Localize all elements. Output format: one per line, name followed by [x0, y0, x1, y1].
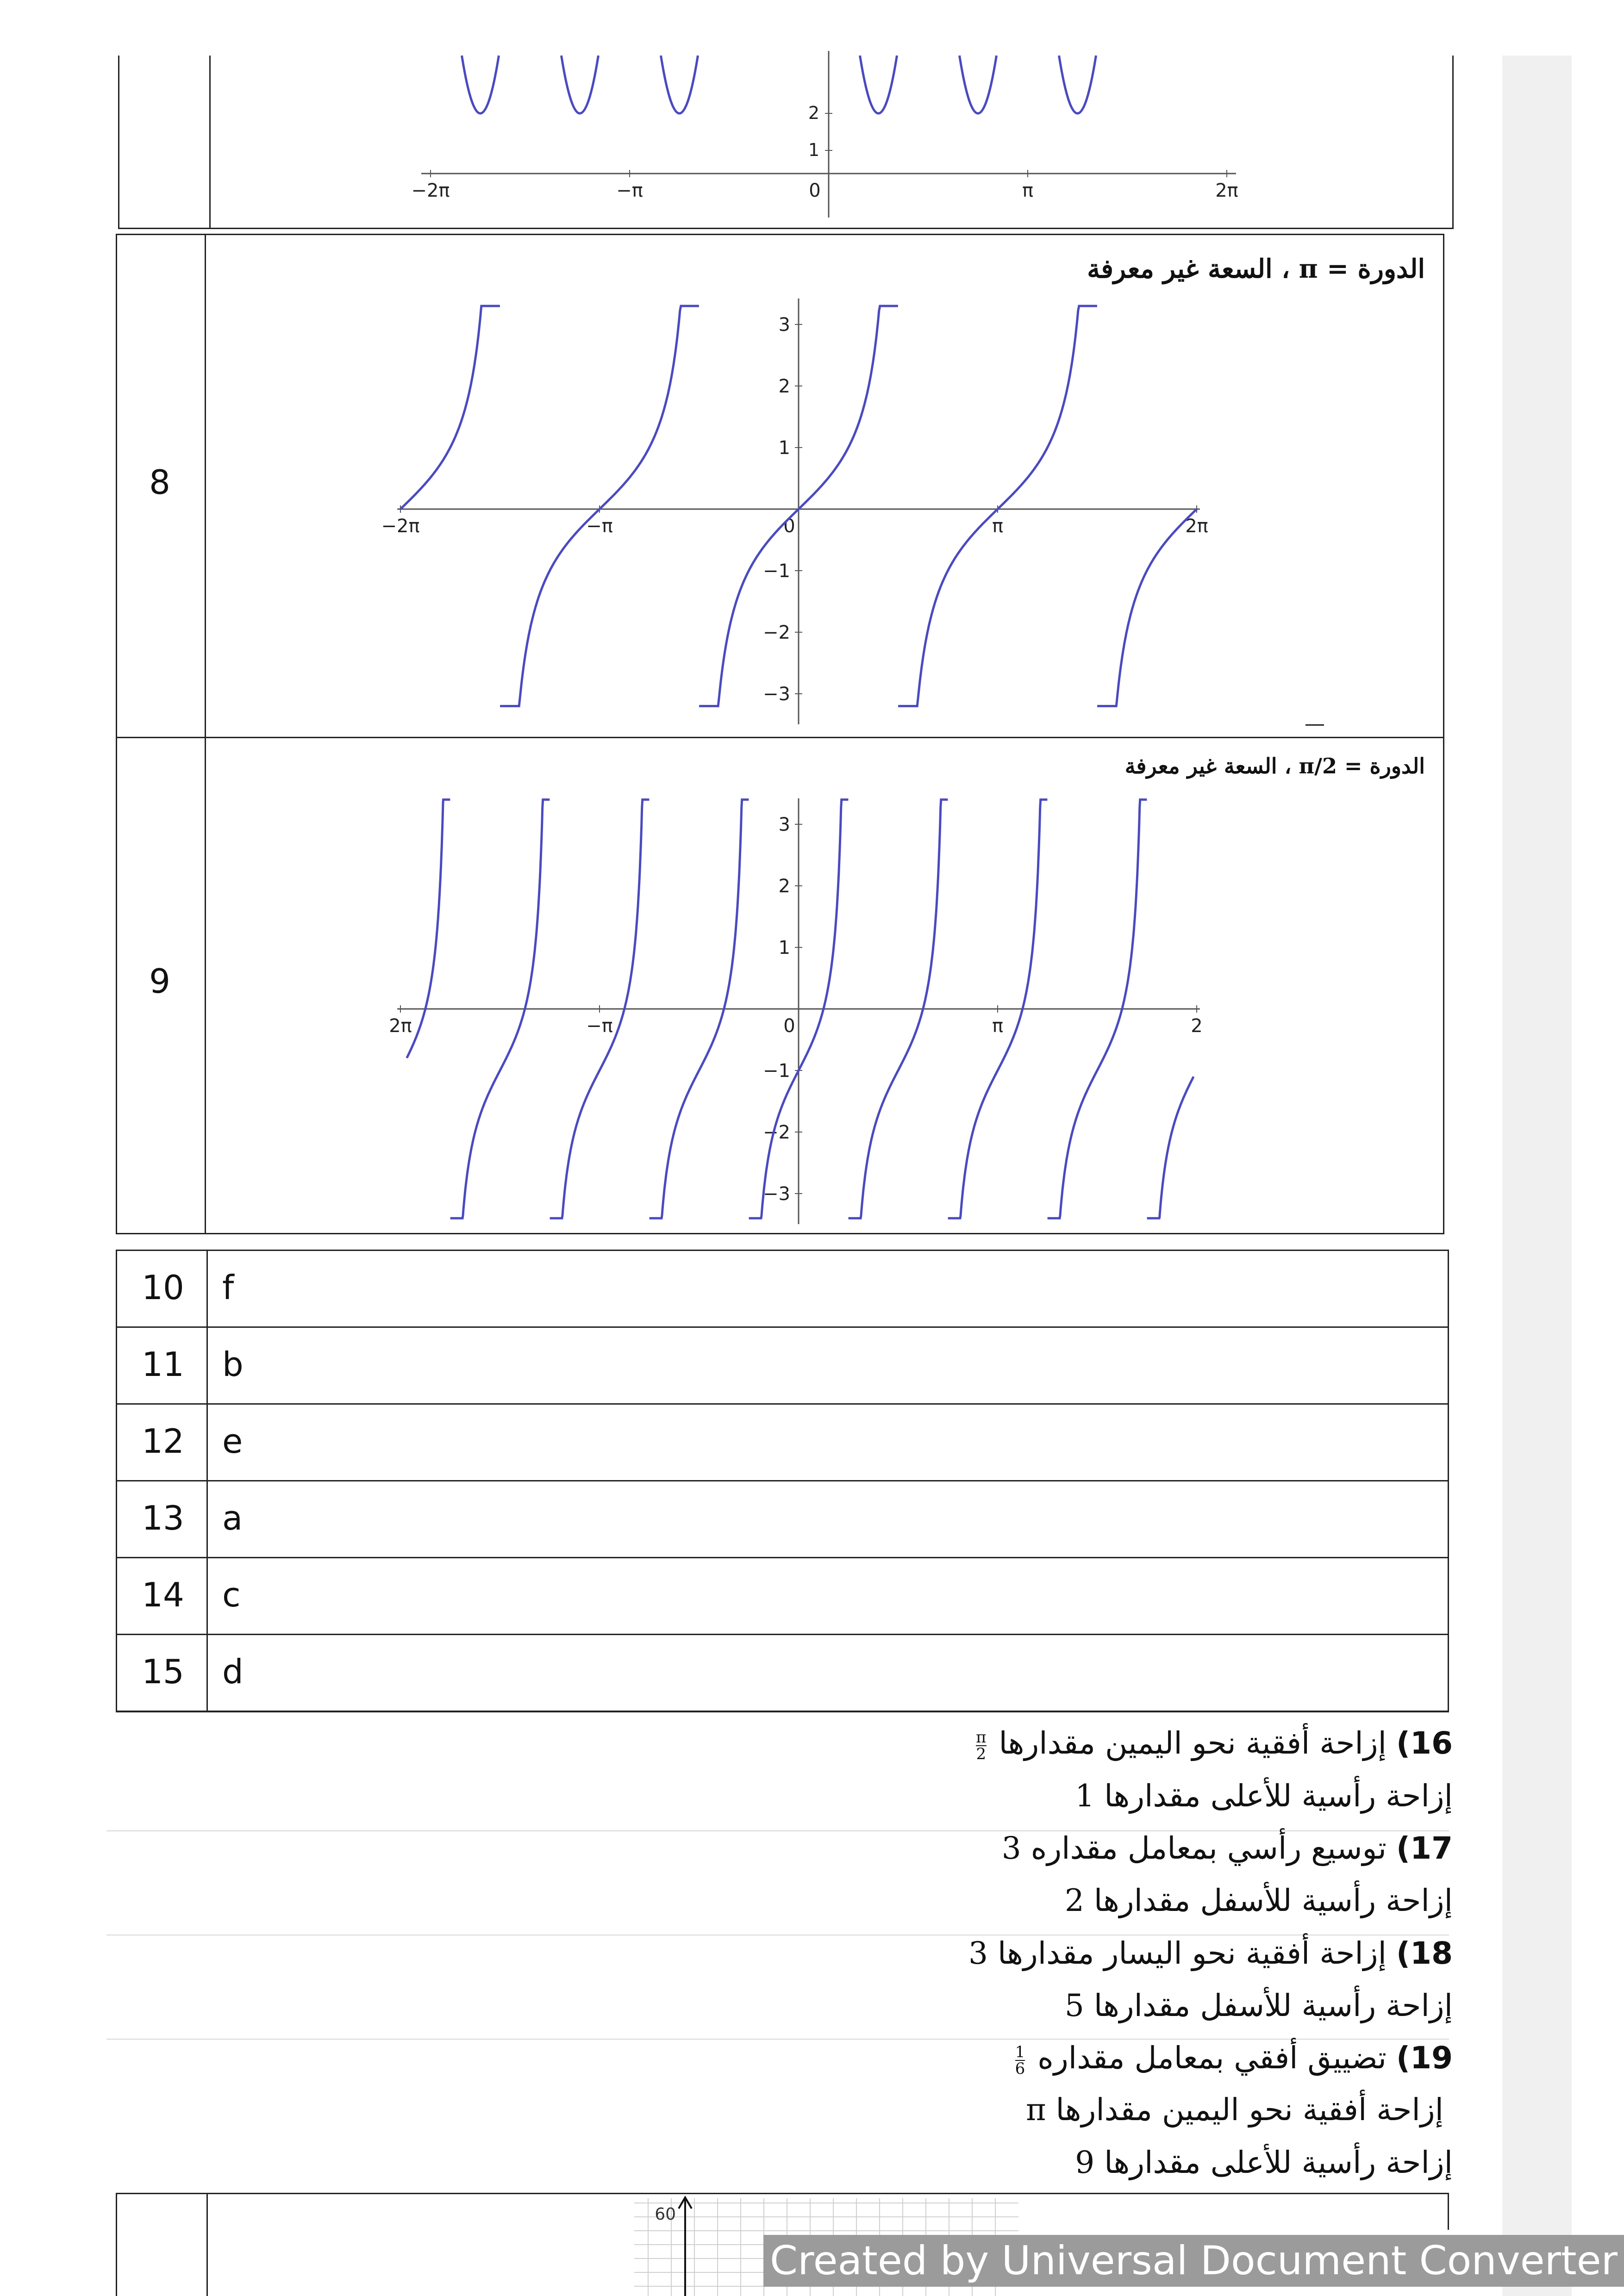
curve-branch — [960, 56, 997, 113]
row9-graph — [389, 796, 1250, 1231]
x-tick-label: 2 — [1191, 1015, 1203, 1037]
curve-branch — [462, 56, 499, 113]
match-answer: c — [222, 1575, 241, 1614]
curve-branch — [860, 56, 897, 113]
answer-separator — [106, 2039, 1449, 2040]
x-tick-label: −2π — [411, 180, 450, 201]
match-number: 13 — [142, 1499, 184, 1537]
row8-graph — [381, 296, 1250, 731]
q19-fraction — [1015, 2044, 1025, 2077]
y-tick-label: −3 — [763, 1183, 790, 1205]
q18-line1 — [968, 1935, 1453, 1971]
frac-denominator: 2 — [976, 1745, 987, 1763]
match-number: 14 — [142, 1575, 184, 1614]
row7-graph — [407, 51, 1250, 227]
row9-divider — [205, 737, 206, 1234]
match-answer: d — [222, 1652, 244, 1691]
curve-branch — [1059, 56, 1096, 113]
q17-line2: إزاحة رأسية للأسفل مقدارها 2 — [1064, 1883, 1453, 1918]
x-tick-label: 0 — [783, 1015, 795, 1037]
x-tick-label: −π — [616, 180, 643, 201]
q16-number: 16) — [1396, 1725, 1453, 1761]
row8-caption: الدورة = π ، السعة غير معرفة — [1087, 254, 1425, 284]
match-sep — [116, 1326, 1449, 1328]
match-sep — [116, 1403, 1449, 1405]
curve-branch — [1097, 509, 1197, 706]
y-tick-label: −3 — [763, 684, 790, 705]
x-tick-label: 0 — [809, 180, 821, 201]
y-tick-label: 60 — [655, 2205, 676, 2224]
y-tick-label: 2 — [808, 103, 819, 123]
match-number: 10 — [142, 1268, 184, 1307]
q19-line1 — [1012, 2040, 1453, 2077]
match-sep — [116, 1557, 1449, 1558]
bottom-table-left — [116, 2193, 117, 2296]
x-tick-label: π — [992, 1015, 1004, 1037]
curve-branch — [1147, 1076, 1194, 1218]
y-tick-label: 1 — [808, 140, 819, 160]
match-answer: a — [222, 1499, 243, 1537]
y-tick-label: 2 — [778, 876, 790, 897]
match-answer: e — [222, 1422, 243, 1461]
curve-branch — [407, 800, 450, 1058]
bottom-table-divider — [206, 2193, 208, 2296]
q19-line3: إزاحة رأسية للأعلى مقدارها 9 — [1075, 2145, 1453, 2180]
frac-numerator: π — [976, 1728, 987, 1747]
row7-divider — [209, 56, 211, 229]
y-tick-label: 1 — [778, 937, 790, 958]
bottom-table-right — [1448, 2193, 1449, 2230]
x-tick-label: π — [1022, 180, 1034, 201]
x-tick-label: −2π — [381, 516, 420, 537]
row9-number: 9 — [149, 962, 170, 1001]
q19-text: تضييق أفقي بمعامل مقداره — [1037, 2040, 1387, 2076]
row8-divider — [205, 234, 206, 738]
match-answer: b — [222, 1345, 244, 1384]
q16-text: إزاحة أفقية نحو اليمين مقدارها — [999, 1725, 1387, 1761]
x-tick-label: −π — [586, 1015, 613, 1037]
y-tick-label: −2 — [763, 622, 790, 643]
x-tick-label: 2π — [1215, 180, 1238, 201]
frac-denominator: 6 — [1015, 2060, 1025, 2078]
q16-line2: إزاحة رأسية للأعلى مقدارها 1 — [1075, 1778, 1453, 1814]
q18-line2: إزاحة رأسية للأسفل مقدارها 5 — [1064, 1988, 1453, 2023]
q19-number: 19) — [1396, 2040, 1453, 2076]
match-sep — [116, 1711, 1449, 1712]
y-tick-label: 1 — [778, 437, 790, 459]
q16-fraction — [976, 1730, 986, 1762]
q17-number: 17) — [1396, 1830, 1453, 1866]
y-tick-label: 3 — [778, 814, 790, 835]
x-tick-label: 2π — [1185, 516, 1208, 537]
curve-branch — [562, 56, 599, 113]
curve-branch — [661, 56, 698, 113]
x-tick-label: π — [992, 516, 1004, 537]
q17-line1 — [1002, 1830, 1453, 1866]
match-number: 12 — [142, 1422, 184, 1461]
y-tick-label: 2 — [778, 376, 790, 397]
match-sep — [116, 1480, 1449, 1481]
side-margin-strip — [1502, 56, 1572, 2296]
y-tick-label: −1 — [763, 560, 790, 582]
q16-line1 — [973, 1725, 1453, 1762]
q17-text: توسيع رأسي بمعامل مقداره 3 — [1001, 1830, 1387, 1866]
y-tick-label: 3 — [778, 314, 790, 336]
row8-number: 8 — [149, 463, 170, 502]
match-number: 11 — [142, 1345, 184, 1384]
row8-dash — [1305, 724, 1324, 726]
converter-watermark: Created by Universal Document Converter — [763, 2235, 1624, 2287]
match-sep — [116, 1634, 1449, 1635]
q18-number: 18) — [1396, 1935, 1453, 1971]
y-tick-label: −2 — [763, 1122, 790, 1143]
match-number: 15 — [142, 1652, 184, 1691]
x-tick-label: 0 — [783, 516, 795, 537]
q18-text: إزاحة أفقية نحو اليسار مقدارها 3 — [968, 1935, 1387, 1971]
frac-numerator: 1 — [1015, 2043, 1025, 2061]
x-tick-label: 2π — [389, 1015, 412, 1037]
row9-caption: الدورة = π/2 ، السعة غير معرفة — [1124, 753, 1425, 778]
match-answer: f — [222, 1268, 234, 1307]
y-tick-label: −1 — [763, 1060, 790, 1082]
q19-line2: إزاحة أفقية نحو اليمين مقدارها π — [1026, 2092, 1443, 2128]
curve-branch — [400, 306, 500, 509]
x-tick-label: −π — [586, 516, 613, 537]
